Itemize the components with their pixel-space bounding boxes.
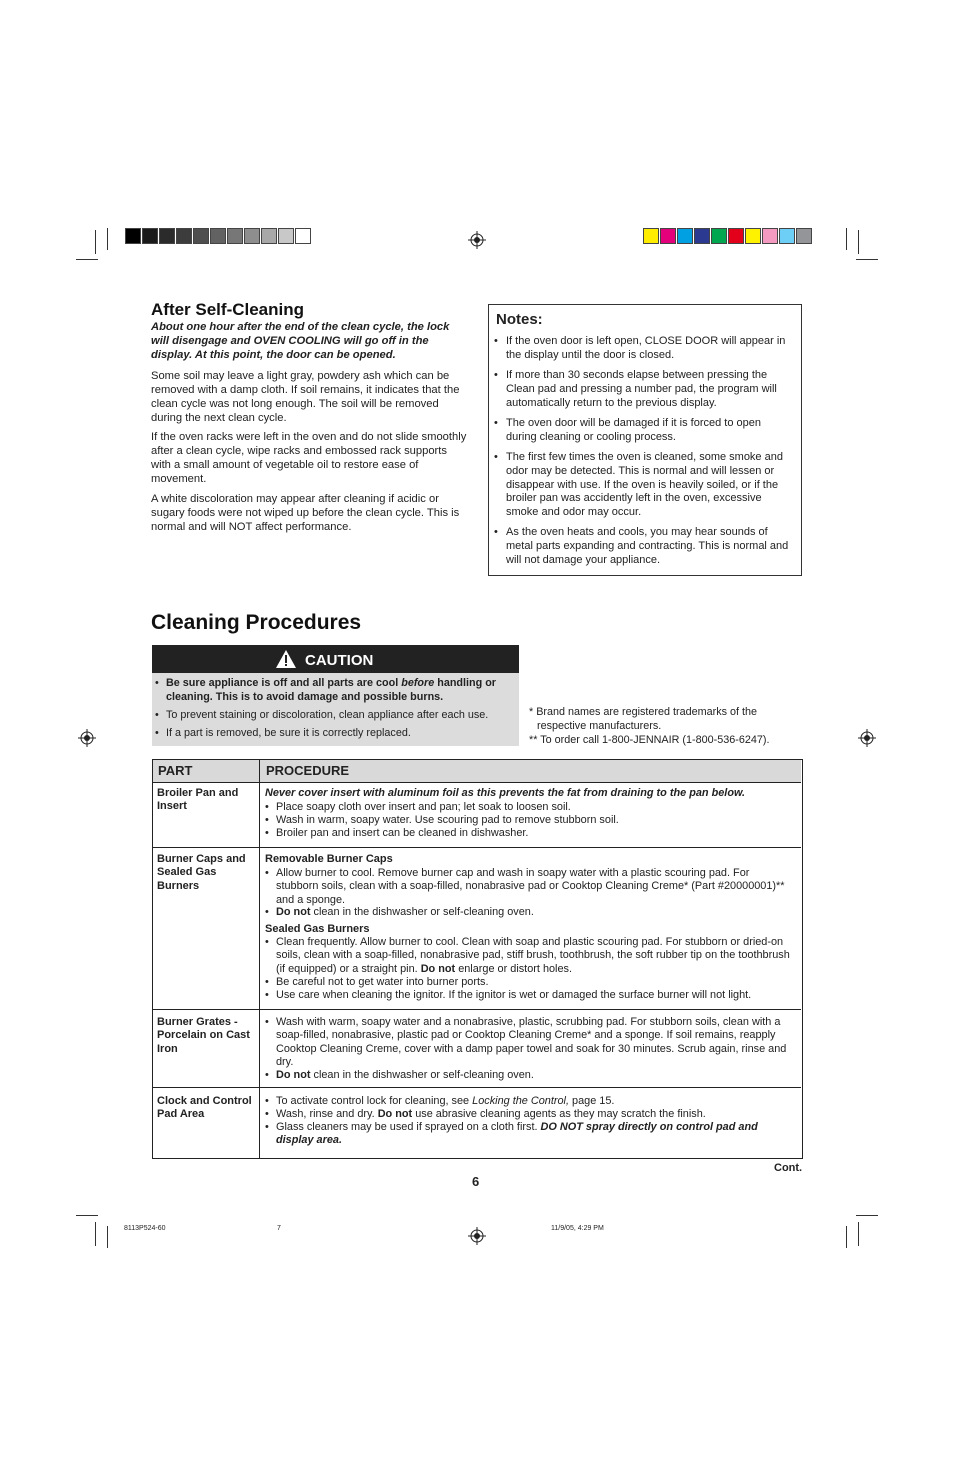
after-cleaning-paragraph: If the oven racks were left in the oven and do not slide smoothly after a clean cycle, wipe racks and embossed rack supports with a small amount of vegetable oil to restore ease of movement. (151, 431, 467, 485)
caution-item: If a part is removed, be sure it is correctly replaced. (166, 727, 411, 739)
notes-title: Notes: (496, 311, 543, 328)
footnote-order: ** To order call 1-800-JENNAIR (1-800-536-6247). (529, 734, 770, 746)
gray-swatch (244, 228, 260, 244)
caution-label: CAUTION (305, 652, 374, 669)
procedure-step: • Glass cleaners may be used if sprayed on a cloth first. DO NOT spray directly on control pad and display area. (265, 1121, 793, 1148)
slug-job-id: 8113P524-60 (124, 1225, 166, 1232)
after-cleaning-paragraph: A white discoloration may appear after cleaning if acidic or sugary foods were not wiped up before the clean cycle. This is normal and will NOT affect performance. (151, 493, 460, 533)
color-swatch (796, 228, 812, 244)
registration-mark-icon (78, 729, 96, 747)
notes-box (488, 304, 802, 576)
color-swatch (728, 228, 744, 244)
procedure-warning: Never cover insert with aluminum foil as this prevents the fat from draining to the pan below. (265, 787, 746, 799)
caution-item: To prevent staining or discoloration, clean appliance after each use. (166, 709, 489, 721)
procedure-step: • Place soapy cloth over insert and pan; let soak to loosen soil. (265, 801, 793, 814)
registration-mark-icon (858, 729, 876, 747)
note-item: • The oven door will be damaged if it is forced to open during cleaning or cooling process. (494, 417, 792, 445)
table-row-part: Burner Caps and Sealed Gas Burners (157, 853, 246, 892)
gray-swatch (176, 228, 192, 244)
registration-mark-icon (468, 1227, 486, 1245)
table-row-part: Burner Grates - Porcelain on Cast Iron (157, 1016, 250, 1055)
gray-swatch (261, 228, 277, 244)
table-row-part: Clock and Control Pad Area (157, 1095, 252, 1121)
procedure-step: • Be careful not to get water into burner ports. (265, 976, 793, 989)
procedure-step: • Clean frequently. Allow burner to cool. Clean with soap and plastic scouring pad. For stubborn or dried-on soils, clean with a soap-filled, nonabrasive pad, stiff brush, toothbrush, the soft rubber tip on the toothbrush (if equipped) or a straight pin. Do not enlarge or distort holes. (265, 936, 793, 976)
procedure-step: • Wash, rinse and dry. Do not use abrasive cleaning agents as they may scratch the finish. (265, 1108, 793, 1121)
procedure-step: • Allow burner to cool. Remove burner cap and wash in soapy water with a plastic scouring pad. For stubborn soils, clean with a soap-filled, nonabrasive pad or Cooktop Cleaning Creme* (Part #20000001)** and a sponge. (265, 867, 793, 907)
procedure-subheading: Removable Burner Caps (265, 853, 393, 865)
gray-swatch (295, 228, 311, 244)
footnote-trademark: * Brand names are registered trademarks of the respective manufacturers. (529, 706, 758, 732)
procedure-subheading: Sealed Gas Burners (265, 923, 370, 935)
continued-label: Cont. (774, 1162, 803, 1174)
procedure-step: • Wash in warm, soapy water. Use scouring pad to remove stubborn soil. (265, 814, 793, 827)
after-cleaning-paragraph: Some soil may leave a light gray, powdery ash which can be removed with a damp cloth. If soil remains, it indicates that the clean cycle was not long enough. The soil will be removed during the next clean cycle. (151, 370, 460, 424)
slug-timestamp: 11/9/05, 4:29 PM (551, 1225, 604, 1232)
slug-page: 7 (277, 1225, 281, 1232)
procedure-step: • Broiler pan and insert can be cleaned in dishwasher. (265, 827, 793, 840)
table-header (153, 760, 801, 783)
color-swatch (711, 228, 727, 244)
table-row-part: Broiler Pan and Insert (157, 787, 239, 813)
procedure-step: • Do not clean in the dishwasher or self-cleaning oven. (265, 906, 793, 919)
note-item: • As the oven heats and cools, you may hear sounds of metal parts expanding and contracting. This is normal and will not damage your appliance. (494, 526, 792, 567)
gray-swatch (193, 228, 209, 244)
color-swatch (660, 228, 676, 244)
note-item: • If the oven door is left open, CLOSE DOOR will appear in the display until the door is closed. (494, 335, 792, 363)
color-swatch (762, 228, 778, 244)
note-item: • If more than 30 seconds elapse between pressing the Clean pad and pressing a number pad, the program will automatically return to the previous display. (494, 369, 792, 410)
after-cleaning-intro: About one hour after the end of the clean cycle, the lock will disengage and OVEN COOLING will go off in the display. At this point, the door can be opened. (151, 321, 450, 361)
gray-swatch (278, 228, 294, 244)
procedure-step: • Use care when cleaning the ignitor. If the ignitor is wet or damaged the surface burner will not light. (265, 989, 793, 1002)
page-title: Cleaning Procedures (151, 611, 362, 634)
section-heading-after-self-cleaning: After Self-Cleaning (151, 300, 305, 319)
color-swatch (745, 228, 761, 244)
gray-swatch (125, 228, 141, 244)
color-swatch (779, 228, 795, 244)
color-swatch (677, 228, 693, 244)
color-swatch (694, 228, 710, 244)
gray-swatch (210, 228, 226, 244)
column-header-procedure: PROCEDURE (266, 763, 350, 778)
gray-swatch (227, 228, 243, 244)
registration-mark-icon (468, 231, 486, 249)
procedure-step: • Do not clean in the dishwasher or self-cleaning oven. (265, 1069, 793, 1082)
column-header-part: PART (158, 763, 193, 778)
color-swatch (643, 228, 659, 244)
page-number: 6 (472, 1174, 480, 1189)
procedure-step: • To activate control lock for cleaning, see Locking the Control, page 15. (265, 1095, 793, 1108)
procedure-step: • Wash with warm, soapy water and a nonabrasive, plastic, scrubbing pad. For stubborn soils, clean with a soap-filled, nonabrasive, plastic pad or Cooktop Cleaning Creme* and a sponge. If soil remains, reapply Cooktop Cleaning Creme, cover with a damp paper towel and soak for 30 minutes. Scrub again, rinse and dry. (265, 1016, 793, 1069)
warning-triangle-icon (275, 649, 297, 669)
gray-swatch (159, 228, 175, 244)
caution-item: Be sure appliance is off and all parts are cool before handling or cleaning. This is to avoid damage and possible burns. (166, 677, 496, 703)
note-item: • The first few times the oven is cleaned, some smoke and odor may be detected. This is normal and will lessen or disappear with use. If the oven is heavily soiled, or if the broiler pan was accidently left in the oven, excessive smoke and odor may occur. (494, 451, 792, 520)
gray-swatch (142, 228, 158, 244)
